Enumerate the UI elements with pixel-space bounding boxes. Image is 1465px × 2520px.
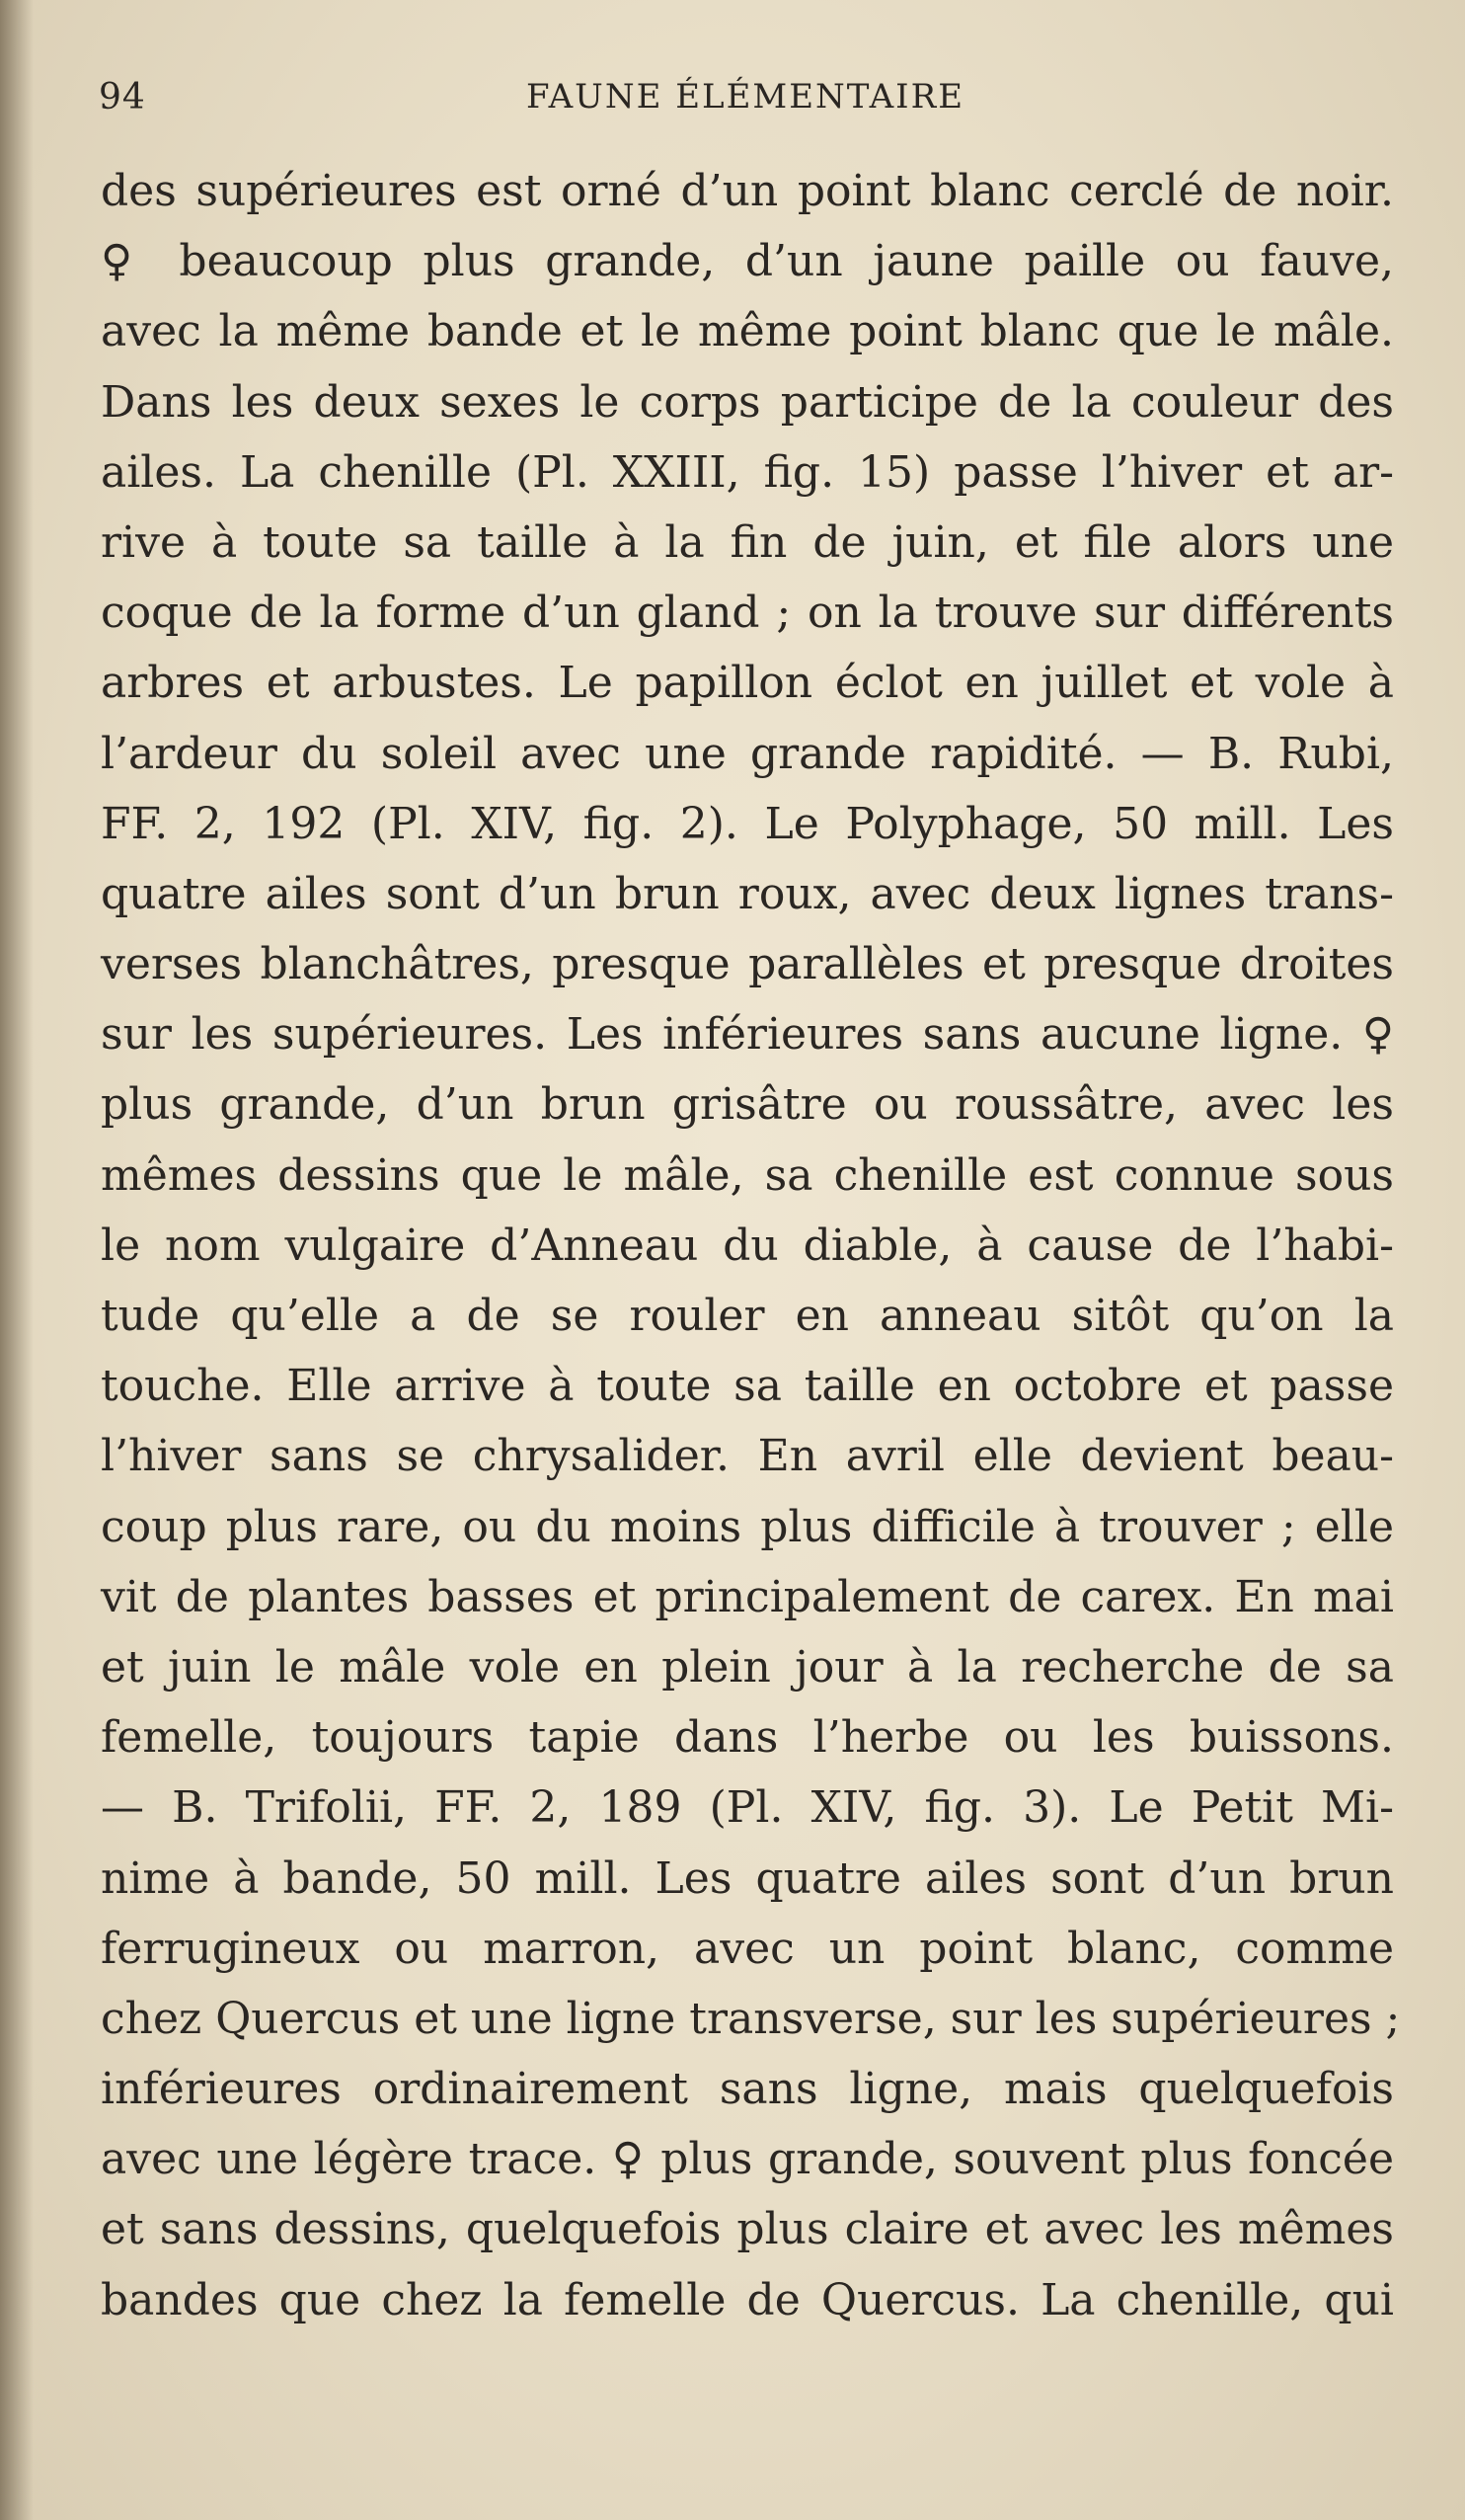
text-line: ♀ beaucoup plus grande, d’un jaune paille ou fauve, bbox=[101, 236, 1394, 287]
text-line: nime à bande, 50 mill. Les quatre ailes sont d’un brun bbox=[101, 1852, 1394, 1904]
text-line: ailes. La chenille (Pl. XXIII, fig. 15) passe l’hiver et ar- bbox=[101, 446, 1394, 498]
page-number: 94 bbox=[99, 77, 146, 118]
text-line: le nom vulgaire d’Anneau du diable, à cause de l’habi- bbox=[101, 1220, 1394, 1271]
text-line: verses blanchâtres, presque parallèles et presque droites bbox=[101, 939, 1394, 990]
text-line: coque de la forme d’un gland ; on la trouve sur différents bbox=[101, 588, 1394, 639]
text-line: et juin le mâle vole en plein jour à la recherche de sa bbox=[101, 1641, 1394, 1693]
text-line: FF. 2, 192 (Pl. XIV, fig. 2). Le Polyphage, 50 mill. Les bbox=[101, 798, 1394, 849]
page-header bbox=[99, 77, 1392, 132]
text-line: inférieures ordinairement sans ligne, mais quelquefois bbox=[101, 2064, 1394, 2115]
text-line: femelle, toujours tapie dans l’herbe ou les buissons. bbox=[101, 1712, 1394, 1764]
text-line: et sans dessins, quelquefois plus claire et avec les mêmes bbox=[101, 2204, 1394, 2255]
text-line: bandes que chez la femelle de Quercus. La chenille, qui bbox=[101, 2274, 1394, 2325]
text-line: vit de plantes basses et principalement de carex. En mai bbox=[101, 1571, 1394, 1622]
text-line: ferrugineux ou marron, avec un point blanc, comme bbox=[101, 1923, 1394, 1974]
text-line: — B. Trifolii, FF. 2, 189 (Pl. XIV, fig. 3). Le Petit Mi- bbox=[101, 1782, 1394, 1834]
text-line: arbres et arbustes. Le papillon éclot en juillet et vole à bbox=[101, 658, 1394, 709]
text-line: Dans les deux sexes le corps participe de la couleur des bbox=[101, 376, 1394, 428]
text-line: sur les supérieures. Les inférieures sans aucune ligne. ♀ bbox=[101, 1009, 1394, 1061]
running-title: FAUNE ÉLÉMENTAIRE bbox=[525, 77, 965, 117]
text-line: avec une légère trace. ♀ plus grande, souvent plus foncée bbox=[101, 2134, 1394, 2185]
text-line: touche. Elle arrive à toute sa taille en octobre et passe bbox=[101, 1361, 1394, 1412]
text-line: coup plus rare, ou du moins plus difficile à trouver ; elle bbox=[101, 1501, 1394, 1552]
text-line: tude qu’elle a de se rouler en anneau sitôt qu’on la bbox=[101, 1291, 1394, 1341]
text-line: mêmes dessins que le mâle, sa chenille est connue sous bbox=[101, 1149, 1394, 1201]
text-line: des supérieures est orné d’un point blanc cerclé de noir. bbox=[101, 166, 1394, 216]
body-text bbox=[101, 156, 1401, 2335]
text-line: quatre ailes sont d’un brun roux, avec deux lignes trans- bbox=[101, 868, 1394, 919]
text-line: chez Quercus et une ligne transverse, sur les supérieures ; bbox=[101, 1993, 1401, 2044]
text-line: plus grande, d’un brun grisâtre ou roussâtre, avec les bbox=[101, 1079, 1394, 1131]
text-line: avec la même bande et le même point blanc que le mâle. bbox=[101, 306, 1394, 357]
text-line: l’ardeur du soleil avec une grande rapidité. — B. Rubi, bbox=[101, 728, 1394, 779]
text-line: l’hiver sans se chrysalider. En avril elle devient beau- bbox=[101, 1431, 1394, 1482]
text-line: rive à toute sa taille à la fin de juin, et file alors une bbox=[101, 516, 1394, 568]
page-gutter-shadow bbox=[0, 0, 34, 2520]
